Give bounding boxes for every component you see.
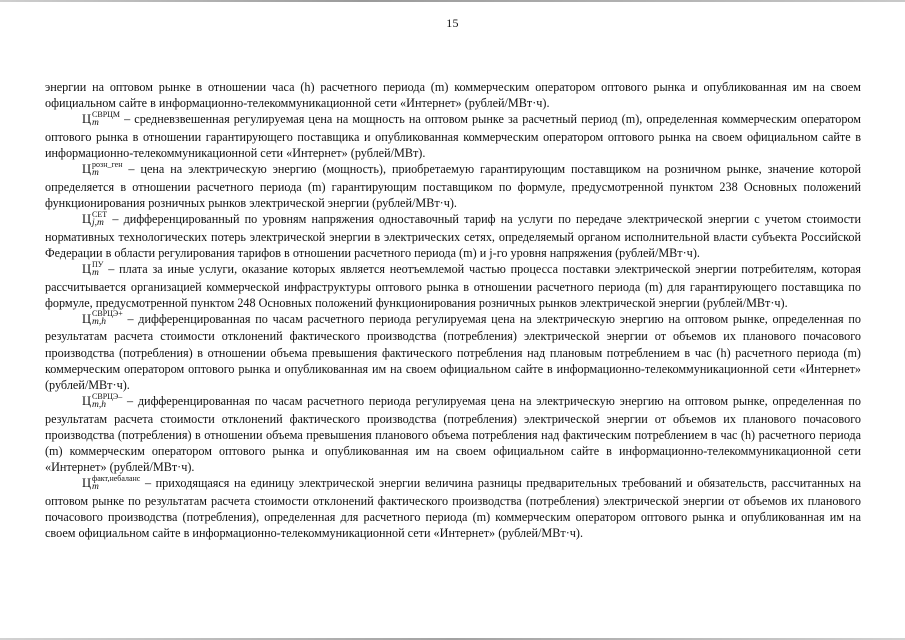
symbol-subscript: m [92, 481, 99, 492]
symbol-base: Ц [82, 475, 92, 490]
symbol-subscript: m [92, 267, 99, 278]
symbol-superscript: СВРЦМ [92, 109, 121, 119]
definition-text: – дифференцированная по часам расчетного периода регулируемая цена на электрическую энергию на оптовом рынке, определенная по результатам расчета стоимости отклонений фактического производства (потребления) электрической энергии от объемов их планового почасового производства (потребления) в отношении объема превышения фактического потребления над плановым потреблением в час (h) расчетного периода (m) коммерческим оператором оптового рынка и опубликованная им на своем официальном сайте в информационно-телекоммуникационной сети «Интернет» (рублей/МВт·ч). [45, 311, 861, 392]
symbol-subscript: m,h [92, 317, 107, 328]
paragraph-definition-svrcz-plus [45, 311, 861, 393]
definition-text: – дифференцированный по уровням напряжения одноставочный тариф на услуги по передаче электрической энергии с учетом стоимости нормативных технологических потерь электрической энергии в электрических сетях, определяемый органом исполнительной власти субъекта Российской Федерации в области регулирования тарифов в отношении расчетного периода (m) и j-го уровня напряжения (рублей/МВт·ч). [45, 211, 861, 260]
paragraph-definition-rozn-gen [45, 161, 861, 211]
definition-text: – цена на электрическую энергию (мощность), приобретаемую гарантирующим поставщиком на розничном рынке, значение которой определяется в отношении расчетного периода (m) гарантирующим поставщиком по формуле, предусмотренной пунктом 238 Основных положений функционирования розничных рынков электрической энергии (рублей/МВт·ч). [45, 162, 861, 210]
price-symbol [82, 161, 122, 179]
symbol-base: Ц [82, 112, 92, 127]
symbol-base: Ц [82, 162, 92, 177]
document-body [45, 79, 861, 541]
symbol-subscript: m [92, 167, 99, 178]
symbol-base: Ц [82, 211, 92, 226]
symbol-superscript: ПУ [92, 259, 104, 269]
paragraph-definition-svrcm [45, 111, 861, 161]
definition-text: – дифференцированная по часам расчетного периода регулируемая цена на электрическую энергию на оптовом рынке, определенная по результатам расчета стоимости отклонений фактического производства (потребления) электрической энергии от объемов их планового почасового производства (потребления) в отношении объема превышения планового объема потребления над фактическим потреблением в час (h) расчетного периода (m) коммерческим оператором оптового рынка и опубликованная им на своем официальном сайте в информационно-телекоммуникационной сети «Интернет» (рублей/МВт·ч). [45, 393, 861, 474]
symbol-base: Ц [82, 311, 92, 326]
symbol-superscript: СВРЦЭ– [92, 391, 123, 401]
price-symbol [82, 111, 120, 129]
symbol-superscript: СЕТ [92, 209, 108, 219]
symbol-subscript: m [92, 117, 99, 128]
paragraph-definition-pu [45, 261, 861, 311]
symbol-superscript: СВРЦЭ+ [92, 309, 123, 319]
price-symbol [82, 311, 123, 329]
paragraph-definition-set [45, 211, 861, 261]
price-symbol [82, 261, 103, 279]
page-number: 15 [446, 16, 459, 30]
definition-text: – приходящаяся на единицу электрической энергии величина разницы предварительных требований и обязательств, рассчитанных на оптовом рынке по результатам расчета стоимости отклонений фактического производства (потребления) электрической энергии от объемов их планового почасового производства (потребления), определенная для расчетного периода (m) коммерческим оператором оптового рынка и опубликованная им на своем официальном сайте в информационно-телекоммуникационной сети «Интернет» (рублей/МВт·ч). [45, 475, 861, 540]
paragraph-continuation [45, 79, 861, 111]
price-symbol [82, 211, 107, 229]
symbol-superscript: факт,небаланс [92, 473, 141, 483]
symbol-base: Ц [82, 393, 92, 408]
symbol-base: Ц [82, 261, 92, 276]
symbol-superscript: розн_ген [92, 159, 123, 169]
paragraph-definition-svrcz-minus [45, 393, 861, 475]
symbol-subscript: j,m [92, 217, 104, 228]
scan-edge-top [0, 0, 905, 2]
price-symbol [82, 475, 140, 493]
definition-text: – плата за иные услуги, оказание которых является неотъемлемой частью процесса поставки электрической энергии потребителям, которая рассчитывается организацией коммерческой инфраструктуры оптового рынка в отношении расчетного периода (m) для гарантирующего поставщика по формуле, предусмотренной пунктом 248 Основных положений функционирования розничных рынков электрической энергии (рублей/МВт·ч). [45, 261, 861, 310]
price-symbol [82, 393, 122, 411]
definition-text: – средневзвешенная регулируемая цена на мощность на оптовом рынке за расчетный период (m), определенная коммерческим оператором оптового рынка в отношении гарантирующего поставщика и опубликованная коммерческим оператором оптового рынка на своем официальном сайте в информационно-телекоммуникационной сети «Интернет» (рублей/МВт). [45, 112, 861, 160]
paragraph-definition-fakt-nebalans [45, 475, 861, 541]
paragraph-text: энергии на оптовом рынке в отношении часа (h) расчетного периода (m) коммерческим оператором оптового рынка и опубликованная им на своем официальном сайте в информационно-телекоммуникационной сети «Интернет» (рублей/МВт·ч). [45, 80, 861, 111]
symbol-subscript: m,h [92, 399, 107, 410]
